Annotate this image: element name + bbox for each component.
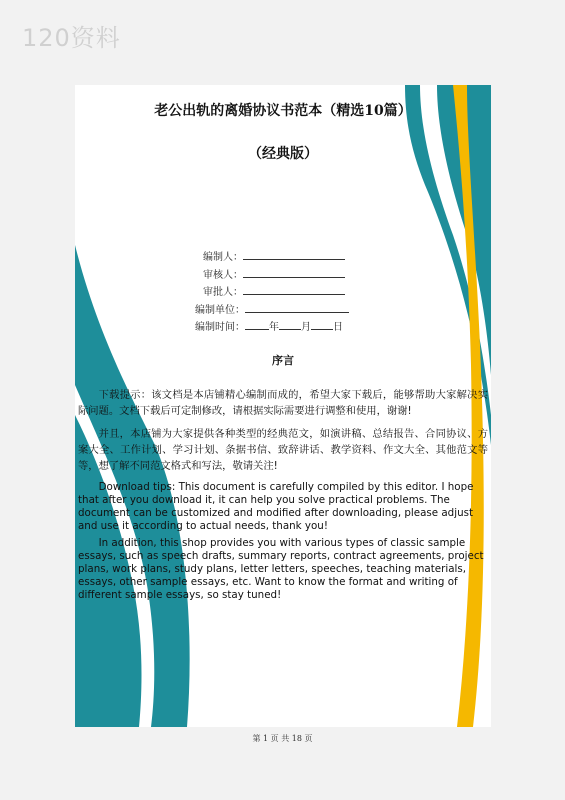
page-number-footer: 第 1 页 共 18 页 bbox=[252, 734, 313, 743]
form-row-approver bbox=[203, 283, 349, 301]
unit-label: 编制单位： bbox=[195, 304, 245, 316]
approval-form bbox=[195, 248, 349, 336]
form-row-editor bbox=[203, 248, 349, 266]
month-blank-line bbox=[279, 318, 301, 330]
day-label: 日 bbox=[333, 322, 343, 333]
reviewer-label: 审核人： bbox=[203, 269, 243, 281]
paragraph-cn-download-tip: 下载提示：该文档是本店铺精心编制而成的，希望大家下载后，能够帮助大家解决实际问题。文档下载后可定制修改，请根据实际需要进行调整和使用，谢谢! bbox=[78, 389, 488, 417]
paragraph-cn-shop-info: 并且，本店铺为大家提供各种类型的经典范文，如演讲稿、总结报告、合同协议、方案大全、工作计划、学习计划、条据书信、致辞讲话、教学资料、作文大全、其他范文等等，想了解不同范文格式和写法，敬请关注! bbox=[78, 428, 488, 472]
preface-heading: 序言 bbox=[272, 354, 294, 367]
approver-label: 审批人： bbox=[203, 287, 243, 298]
year-label: 年 bbox=[269, 322, 279, 333]
watermark-logo: 120资料 bbox=[22, 24, 121, 52]
day-blank-line bbox=[311, 318, 333, 330]
editor-blank-line bbox=[243, 248, 345, 260]
document-page bbox=[75, 85, 491, 727]
editor-label: 编制人： bbox=[203, 252, 243, 263]
time-label: 编制时间： bbox=[195, 322, 245, 333]
month-label: 月 bbox=[301, 322, 311, 333]
unit-blank-line bbox=[245, 301, 349, 313]
document-body bbox=[78, 387, 488, 606]
form-row-unit bbox=[195, 301, 349, 319]
document-title: 老公出轨的离婚协议书范本（精选10篇） bbox=[154, 103, 412, 119]
paragraph-en-shop-info: In addition, this shop provides you with various types of classic sample essays, such as speech drafts, summary reports, contract agreements, project plans, work plans, study plans, letter letters, speeches, teaching materials, essays, other sample essays, etc. Want to know the format and writing of different sample essays, so stay tuned! bbox=[78, 537, 484, 601]
year-blank-line bbox=[245, 318, 269, 330]
document-subtitle: （经典版） bbox=[248, 146, 318, 162]
form-row-reviewer bbox=[203, 266, 349, 284]
form-row-time bbox=[195, 318, 349, 336]
reviewer-blank-line bbox=[243, 266, 345, 278]
paragraph-en-download-tip: Download tips: This document is carefully compiled by this editor. I hope that after you download it, it can help you solve practical problems. The document can be customized and modified after downloading, please adjust and use it according to actual needs, thank you! bbox=[78, 481, 474, 532]
approver-blank-line bbox=[243, 283, 345, 295]
